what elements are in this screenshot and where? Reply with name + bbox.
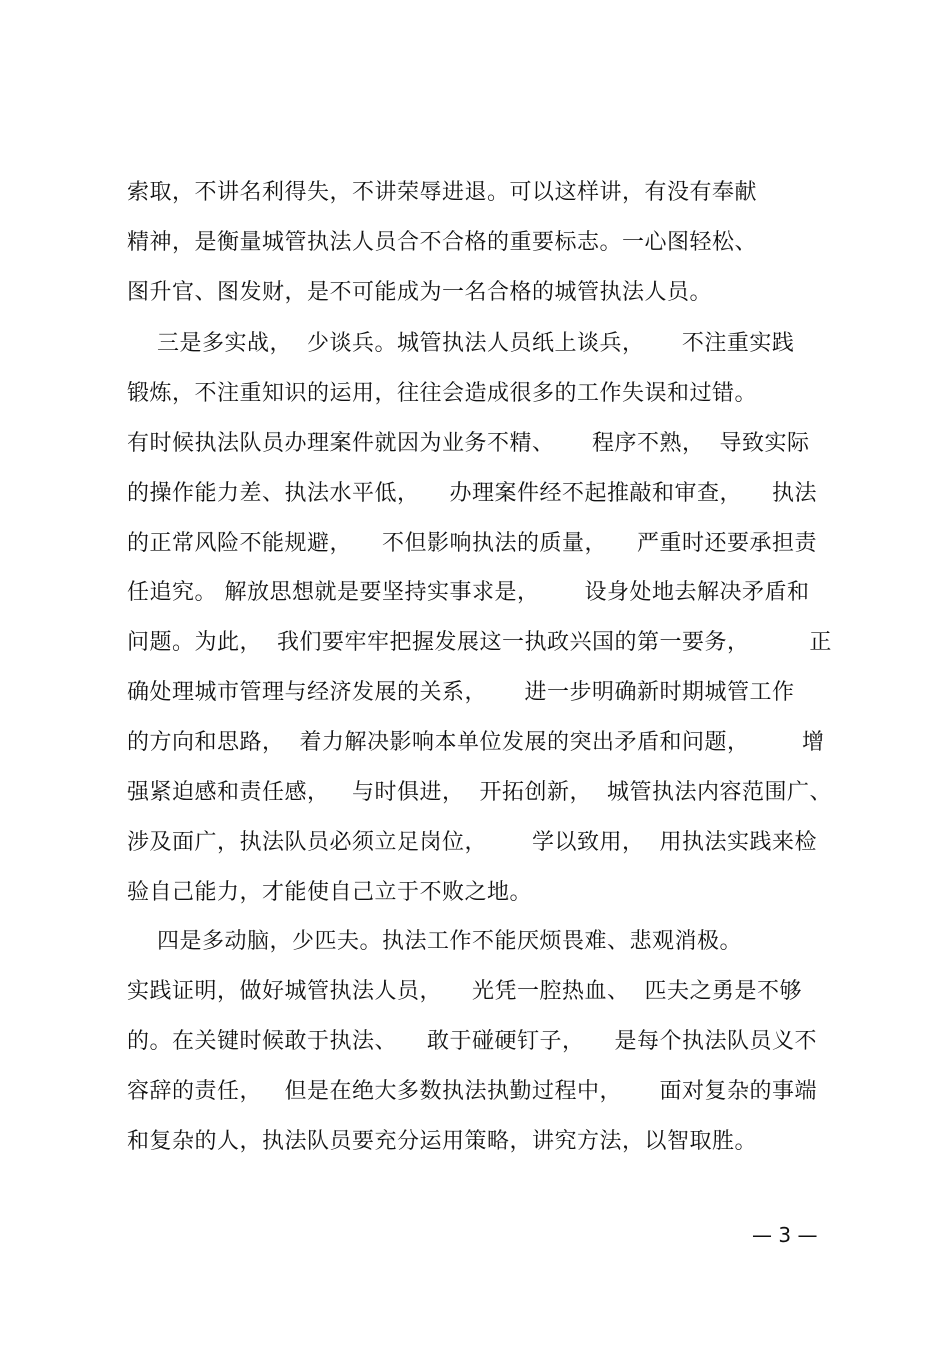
text-line: 验自己能力，才能使自己立于不败之地。 [127, 880, 533, 905]
text-line: 问题。为此， 我们要牢牢把握发展这一执政兴国的第一要务， 正 [127, 630, 832, 655]
text-line: 涉及面广，执法队员必须立足岗位， 学以致用， 用执法实践来检 [127, 830, 817, 855]
text-line: 的正常风险不能规避， 不但影响执法的质量， 严重时还要承担责 [127, 531, 817, 556]
text-line: 和复杂的人，执法队员要充分运用策略，讲究方法，以智取胜。 [127, 1129, 758, 1154]
text-line: 四是多动脑，少匹夫。执法工作不能厌烦畏难、悲观消极。 [127, 929, 742, 954]
text-line: 图升官、图发财，是不可能成为一名合格的城管执法人员。 [127, 280, 713, 305]
text-line: 强紧迫感和责任感， 与时俱进， 开拓创新， 城管执法内容范围广、 [127, 780, 832, 805]
text-line: 的操作能力差、执法水平低， 办理案件经不起推敲和审查， 执法 [127, 481, 817, 506]
text-line: 确处理城市管理与经济发展的关系， 进一步明确新时期城管工作 [127, 680, 795, 705]
page-number: — 3 — [752, 1223, 818, 1247]
text-line: 锻炼，不注重知识的运用，往往会造成很多的工作失误和过错。 [127, 381, 758, 406]
text-line: 索取，不讲名利得失，不讲荣辱进退。可以这样讲，有没有奉献 [127, 180, 758, 205]
text-line: 三是多实战， 少谈兵。城管执法人员纸上谈兵， 不注重实践 [127, 331, 795, 356]
text-line: 精神，是衡量城管执法人员合不合格的重要标志。一心图轻松、 [127, 230, 758, 255]
text-line: 的方向和思路， 着力解决影响本单位发展的突出矛盾和问题， 增 [127, 730, 825, 755]
text-line: 的。在关键时候敢于执法、 敢于碰硬钉子， 是每个执法队员义不 [127, 1029, 817, 1054]
text-line: 有时候执法队员办理案件就因为业务不精、 程序不熟， 导致实际 [127, 431, 810, 456]
text-line: 实践证明，做好城管执法人员， 光凭一腔热血、 匹夫之勇是不够 [127, 979, 802, 1004]
text-line: 容辞的责任， 但是在绝大多数执法执勤过程中， 面对复杂的事端 [127, 1079, 817, 1104]
text-line: 任追究。 解放思想就是要坚持实事求是， 设身处地去解决矛盾和 [127, 580, 810, 605]
